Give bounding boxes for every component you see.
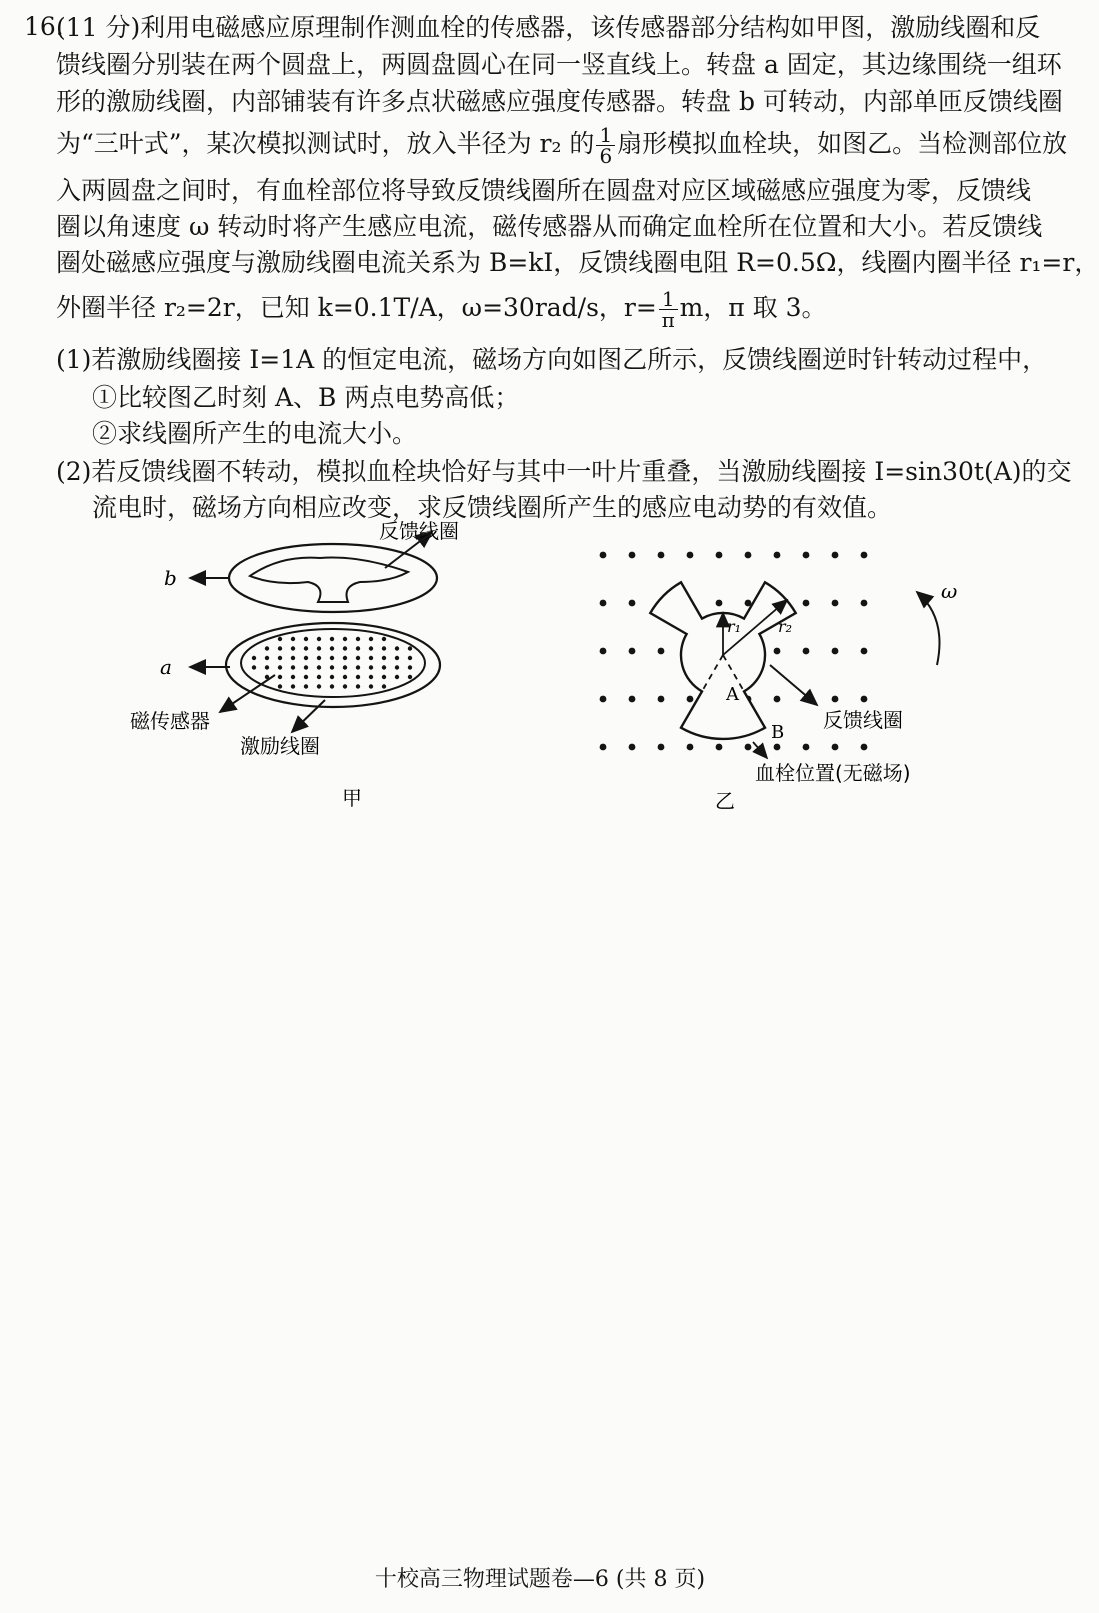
sensor-dot (408, 665, 412, 669)
sensor-dot (356, 656, 360, 660)
rotation-arrow (917, 592, 940, 665)
arrow-magnetic-sensor (220, 675, 275, 712)
field-dot (803, 648, 810, 655)
sensor-dot (330, 665, 334, 669)
arrow-clot-position (753, 742, 767, 758)
sensor-dot (291, 637, 295, 641)
field-dot (803, 744, 810, 751)
field-dot (600, 744, 607, 751)
sensor-dot (278, 637, 282, 641)
feedback-coil-shape (250, 558, 408, 602)
part-2-line-2: 流电时，磁场方向相应改变，求反馈线圈所产生的感应电动势的有效值。 (92, 493, 893, 522)
sensor-dot (278, 665, 282, 669)
field-dot (716, 744, 723, 751)
label-magnetic-sensor: 磁传感器 (130, 709, 210, 733)
label-point-a: A (726, 684, 739, 705)
caption-jia: 甲 (342, 786, 362, 810)
sensor-dot (395, 665, 399, 669)
stem-line-7: 圈处磁感应强度与激励线圈电流关系为 B=kI，反馈线圈电阻 R=0.5Ω，线圈内圈半径 r₁=r， (56, 248, 1099, 277)
sensor-dot (408, 646, 412, 650)
field-dot (832, 600, 839, 607)
sensor-dot (369, 646, 373, 650)
sensor-dot (369, 665, 373, 669)
field-dot (658, 696, 665, 703)
sensor-dot (343, 637, 347, 641)
field-dot (861, 744, 868, 751)
sensor-dot (343, 684, 347, 688)
stem-line-8 (56, 288, 1046, 330)
figure-jia (120, 510, 459, 820)
stem-line-3: 形的激励线圈，内部铺装有许多点状磁感应强度传感器。转盘 b 可转动，内部单匝反馈线圈 (56, 87, 1063, 116)
field-dot (774, 696, 781, 703)
sensor-dot (382, 684, 386, 688)
sensor-dot (291, 646, 295, 650)
field-dot (716, 600, 723, 607)
sensor-dot (369, 684, 373, 688)
label-r1: r₁ (727, 617, 742, 636)
sensor-dot (330, 684, 334, 688)
field-dot (687, 696, 694, 703)
sensor-dot (317, 646, 321, 650)
sensor-dot (291, 665, 295, 669)
sensor-dot (278, 675, 282, 679)
field-dot (774, 744, 781, 751)
sensor-dot (382, 665, 386, 669)
sensor-dot (330, 656, 334, 660)
label-disc-b: b (164, 566, 177, 590)
field-dot (803, 600, 810, 607)
feedback-coil-outline (650, 582, 795, 739)
field-dot (832, 696, 839, 703)
label-disc-a: a (160, 655, 172, 679)
sensor-dot (278, 684, 282, 688)
sensor-dot (317, 665, 321, 669)
field-dot (629, 696, 636, 703)
field-dot (861, 600, 868, 607)
field-dot (774, 552, 781, 559)
sensor-dot (395, 656, 399, 660)
label-clot-position: 血栓位置(无磁场) (755, 761, 911, 785)
sensor-dot (317, 656, 321, 660)
sensor-dot (304, 665, 308, 669)
field-dot (629, 600, 636, 607)
field-dot (861, 648, 868, 655)
field-dot (687, 552, 694, 559)
frac-sixth-den: 6 (599, 144, 613, 168)
label-point-b: B (771, 722, 785, 743)
sensor-dot (291, 656, 295, 660)
frac-sixth-num: 1 (596, 125, 615, 146)
part-1-item-1: ①比较图乙时刻 A、B 两点电势高低； (92, 383, 520, 412)
field-dot (774, 648, 781, 655)
field-dot (658, 744, 665, 751)
frac-pi-den: π (661, 308, 675, 332)
sensor-dot (304, 684, 308, 688)
sensor-dot (265, 646, 269, 650)
field-dot (832, 744, 839, 751)
field-dot (716, 552, 723, 559)
sensor-dot (356, 675, 360, 679)
fraction-one-over-pi (659, 289, 678, 330)
sensor-dot (343, 656, 347, 660)
sensor-dot (278, 646, 282, 650)
sensor-dot (343, 665, 347, 669)
field-dot (600, 696, 607, 703)
sensor-dot (265, 665, 269, 669)
field-dot (803, 552, 810, 559)
sensor-dot (304, 637, 308, 641)
sensor-dot (265, 656, 269, 660)
stem-line-5: 入两圆盘之间时，有血栓部位将导致反馈线圈所在圆盘对应区域磁感应强度为零，反馈线 (56, 176, 1032, 205)
sensor-dot (304, 656, 308, 660)
field-dot (629, 744, 636, 751)
field-dot (832, 552, 839, 559)
field-dot (745, 744, 752, 751)
field-dot (658, 552, 665, 559)
sensor-dot (408, 656, 412, 660)
field-dot (600, 552, 607, 559)
sensor-dot (395, 675, 399, 679)
sensor-dot (382, 656, 386, 660)
part-1-item-2: ②求线圈所产生的电流大小。 (92, 419, 418, 448)
sensor-dot (291, 675, 295, 679)
stem-line-8a: 外圈半径 r₂=2r，已知 k=0.1T/A，ω=30rad/s，r= (56, 293, 657, 322)
page-footer: 十校高三物理试题卷—6 (共 8 页) (374, 1567, 706, 1592)
field-dot (658, 648, 665, 655)
sensor-dot (382, 637, 386, 641)
label-feedback-coil: 反馈线圈 (823, 708, 903, 732)
sensor-dot (356, 684, 360, 688)
sensor-dot (278, 656, 282, 660)
label-feedback-coil: 反馈线圈 (379, 519, 459, 543)
field-dot (600, 648, 607, 655)
sensor-dot (343, 675, 347, 679)
fraction-one-sixth (596, 125, 615, 166)
disc-a-outer (226, 623, 440, 707)
sensor-dot (343, 646, 347, 650)
sensor-dot (382, 675, 386, 679)
sensor-dots (252, 637, 412, 689)
sensor-dot (395, 646, 399, 650)
sensor-dot (252, 665, 256, 669)
stem-line-4 (56, 123, 1068, 168)
sensor-dot (356, 637, 360, 641)
stem-line-4b: 扇形模拟血栓块，如图乙。当检测部位放 (617, 129, 1068, 158)
field-dot (832, 648, 839, 655)
stem-line-4a: 为“三叶式”，某次模拟测试时，放入半径为 r₂ 的 (56, 129, 595, 158)
sensor-dot (304, 675, 308, 679)
frac-pi-num: 1 (659, 289, 678, 310)
question-number: 16. (24, 12, 64, 41)
sensor-dot (369, 637, 373, 641)
part-2-line-1: (2)若反馈线圈不转动，模拟血栓块恰好与其中一叶片重叠，当激励线圈接 I=sin30t(A)的交 (56, 457, 1072, 486)
sensor-dot (382, 646, 386, 650)
field-dot (629, 648, 636, 655)
field-dot (629, 552, 636, 559)
sensor-dot (408, 675, 412, 679)
stem-line-8b: m，π 取 3。 (679, 293, 827, 322)
part-1-intro: (1)若激励线圈接 I=1A 的恒定电流，磁场方向如图乙所示，反馈线圈逆时针转动过程中， (56, 345, 1048, 374)
sensor-dot (317, 684, 321, 688)
sensor-dot (252, 656, 256, 660)
field-dot (861, 696, 868, 703)
sensor-dot (330, 637, 334, 641)
field-dot (745, 552, 752, 559)
field-dot (861, 552, 868, 559)
label-excitation-coil: 激励线圈 (240, 734, 320, 758)
sensor-dot (356, 665, 360, 669)
sensor-dot (330, 675, 334, 679)
sensor-dot (330, 646, 334, 650)
sensor-dot (291, 684, 295, 688)
stem-line-6: 圈以角速度 ω 转动时将产生感应电流，磁传感器从而确定血栓所在位置和大小。若反馈线 (56, 212, 1043, 241)
label-omega: ω (941, 579, 958, 603)
caption-yi: 乙 (715, 789, 735, 813)
field-dot (687, 744, 694, 751)
sensor-dot (304, 646, 308, 650)
figure-yi (585, 540, 980, 820)
sensor-dot (356, 646, 360, 650)
stem-line-2: 馈线圈分别装在两个圆盘上，两圆盘圆心在同一竖直线上。转盘 a 固定，其边缘围绕一组环 (56, 50, 1062, 79)
stem-line-1: (11 分)利用电磁感应原理制作测血栓的传感器，该传感器部分结构如甲图，激励线圈和反 (56, 13, 1041, 42)
sensor-dot (369, 675, 373, 679)
sensor-dot (317, 675, 321, 679)
field-dot (600, 600, 607, 607)
sensor-dot (317, 637, 321, 641)
sensor-dot (369, 656, 373, 660)
label-r2: r₂ (778, 617, 793, 636)
